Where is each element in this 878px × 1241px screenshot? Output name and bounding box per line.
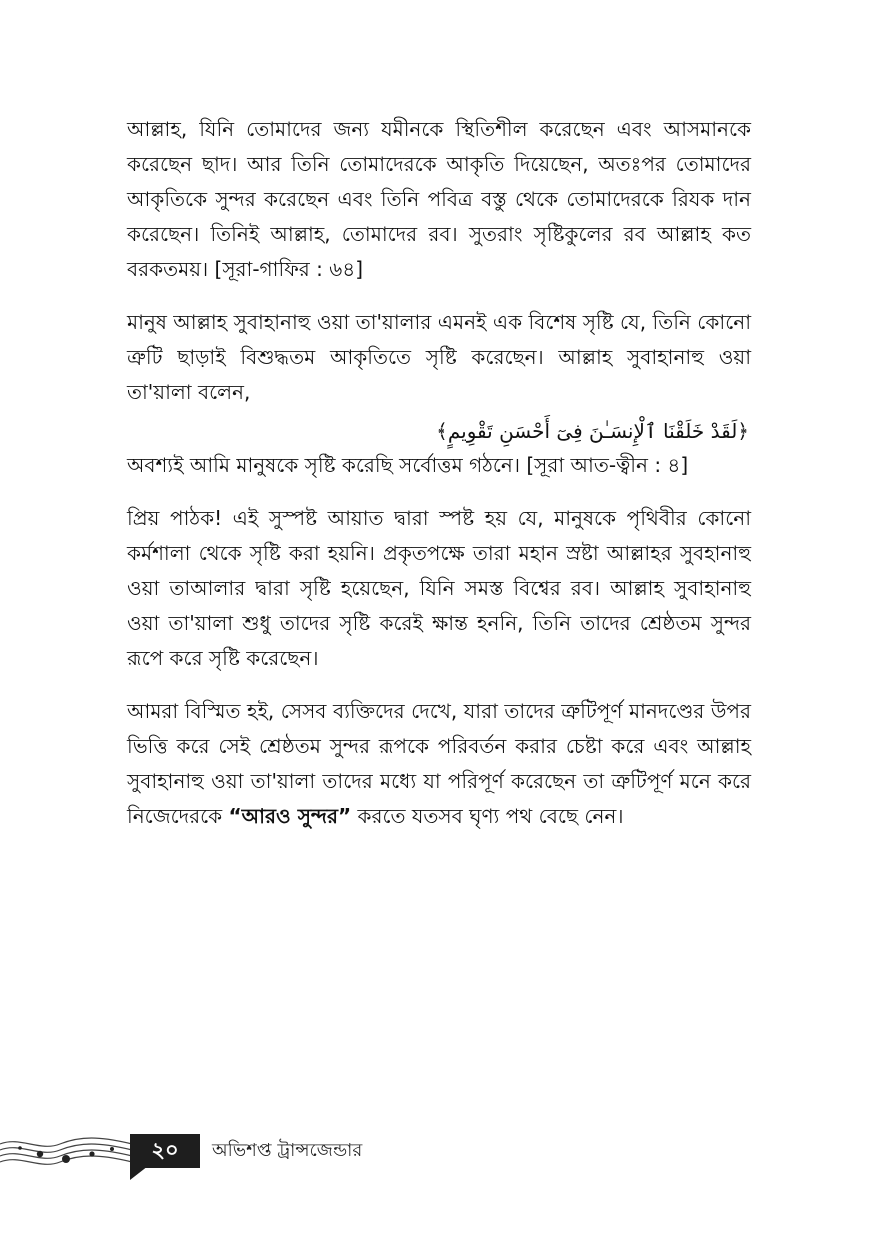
verse-translation: অবশ্যই আমি মানুষকে সৃষ্টি করেছি সর্বোত্তম গঠনে। [সূরা আত-ত্বীন : ৪] xyxy=(127,453,689,477)
page-content xyxy=(127,112,751,834)
paragraph-3: প্রিয় পাঠক! এই সুস্পষ্ট আয়াত দ্বারা স্পষ্ট হয় যে, মানুষকে পৃথিবীর কোনো কর্মশালা থেকে সৃষ্টি করা হয়নি। প্রকৃতপক্ষে তারা মহান স্রষ্টা আল্লাহর সুবহানাহু ওয়া তাআলার দ্বারা সৃষ্টি হয়েছেন, যিনি সমস্ত বিশ্বের রব। আল্লাহ সুবাহানাহু ওয়া তা'য়ালা শুধু তাদের সৃষ্টি করেই ক্ষান্ত হননি, তিনি তাদের শ্রেষ্ঠতম সুন্দর রূপে করে সৃষ্টি করেছেন। xyxy=(127,506,751,670)
paragraph-4-text-before: আমরা বিস্মিত হই, সেসব ব্যক্তিদের দেখে, যারা তাদের ত্রুটিপূর্ণ মানদণ্ডের উপর ভিত্তি করে সেই শ্রেষ্ঠতম সুন্দর রূপকে পরিবর্তন করার চেষ্টা করে এবং আল্লাহ সুবাহানাহু ওয়া তা'য়ালা তাদের মধ্যে যা পরিপূর্ণ করেছেন তা ত্রুটিপূর্ণ মনে করে নিজেদেরকে xyxy=(127,699,751,828)
paragraph-2: মানুষ আল্লাহ সুবাহানাহু ওয়া তা'য়ালার এমনই এক বিশেষ সৃষ্টি যে, তিনি কোনো ত্রুটি ছাড়াই বিশুদ্ধতম আকৃতিতে সৃষ্টি করেছেন। আল্লাহ সুবাহানাহু ওয়া তা'য়ালা বলেন, xyxy=(127,310,751,404)
paragraph-4-emphasis: “আরও সুন্দর” xyxy=(228,804,352,828)
paragraph-4 xyxy=(127,694,751,834)
page-number-tab-icon xyxy=(130,1166,150,1182)
page-number: ২০ xyxy=(130,1134,200,1168)
book-title: অভিশপ্ত ট্রান্সজেন্ডার xyxy=(212,1140,363,1161)
wave-ornament-icon xyxy=(0,1132,135,1182)
paragraph-1: আল্লাহ, যিনি তোমাদের জন্য যমীনকে স্থিতিশীল করেছেন এবং আসমানকে করেছেন ছাদ। আর তিনি তোমাদেরকে আকৃতি দিয়েছেন, অতঃপর তোমাদের আকৃতিকে সুন্দর করেছেন এবং তিনি পবিত্র বস্তু থেকে তোমাদেরকে রিযক দান করেছেন। তিনিই আল্লাহ, তোমাদের রব। সুতরাং সৃষ্টিকুলের রব আল্লাহ কত বরকতময়। [সূরা-গাফির : ৬৪] xyxy=(127,117,751,281)
paragraph-4-text-after: করতে যতসব ঘৃণ্য পথ বেছে নেন। xyxy=(351,804,624,828)
arabic-verse: ﴿لَقَدْ خَلَقْنَا ٱلْإِنسَـٰنَ فِىٓ أَحْسَنِ تَقْوِيمٍ﴾ xyxy=(436,419,749,443)
